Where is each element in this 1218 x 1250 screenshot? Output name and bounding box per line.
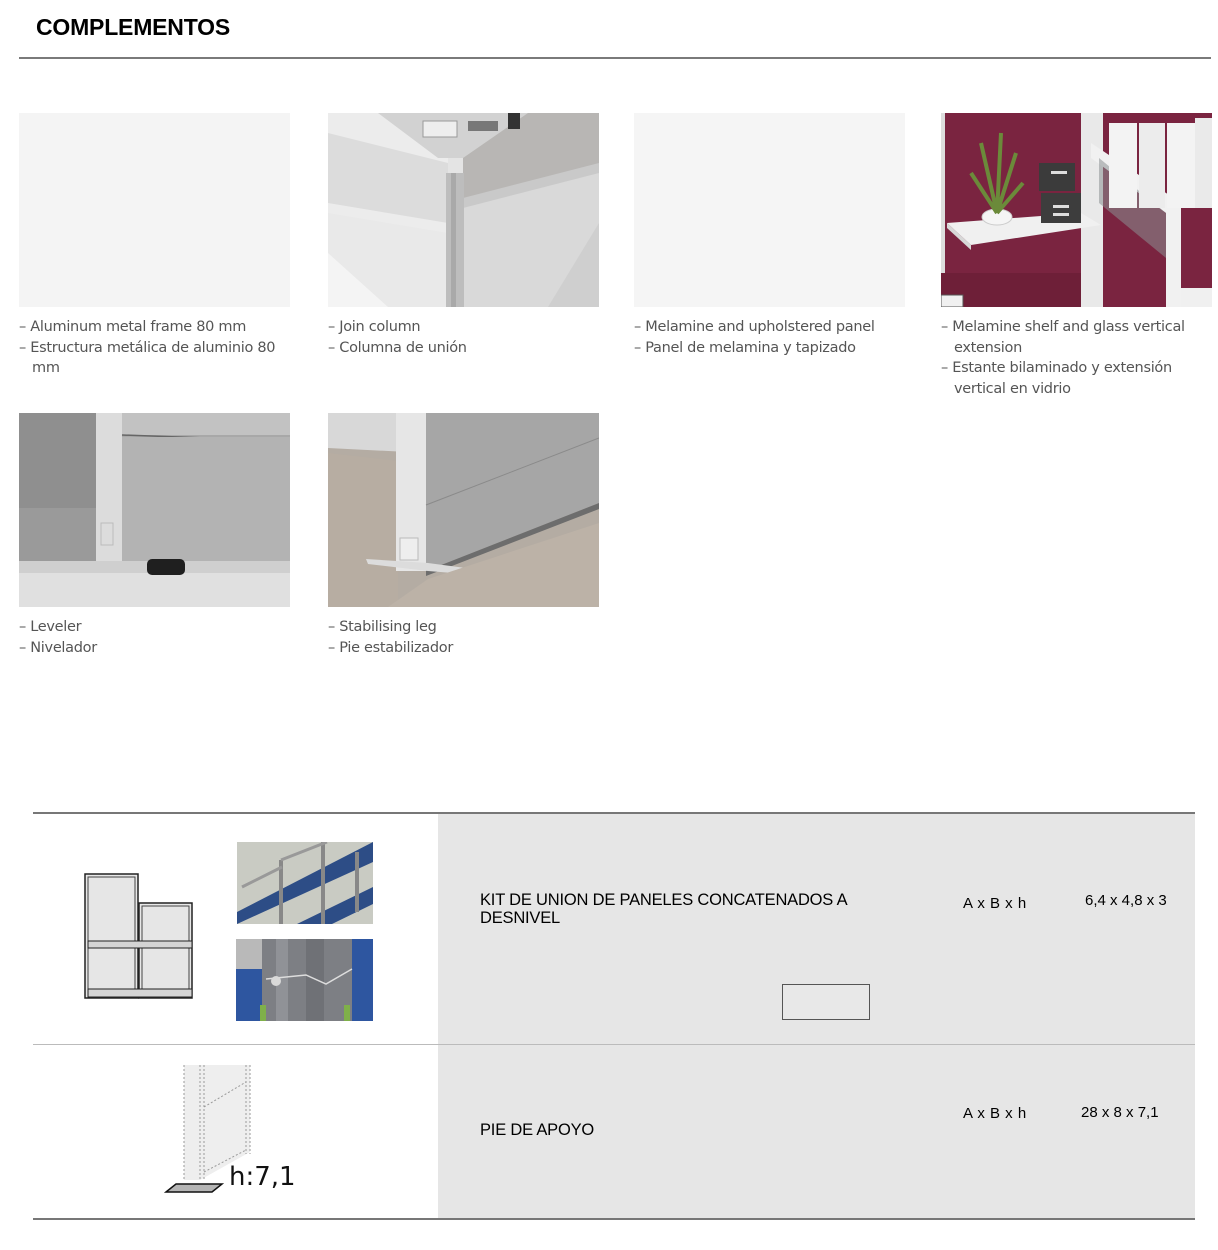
height-annotation: h:7,1 — [229, 1162, 296, 1192]
shelf-glass-extension-image — [941, 113, 1212, 307]
accessory-caption — [328, 317, 599, 358]
empty-placeholder-box — [782, 984, 870, 1020]
page-title: COMPLEMENTOS — [36, 14, 230, 40]
table-row-divider — [33, 1044, 1195, 1045]
caption-en: – Leveler — [19, 619, 82, 635]
caption-es: – Estructura metálica de aluminio 80 mm — [19, 339, 276, 376]
caption-es: – Nivelador — [19, 639, 97, 656]
caption-en: – Melamine shelf and glass vertical extension — [941, 319, 1185, 356]
row-2-dimension-label: A x B x h — [963, 1105, 1027, 1122]
melamine-panel-image — [634, 113, 905, 307]
leveler-image — [19, 413, 290, 607]
caption-es: – Columna de unión — [328, 339, 467, 356]
title-divider — [19, 57, 1211, 59]
table-bottom-rule — [33, 1218, 1195, 1220]
join-column-image — [328, 113, 599, 307]
caption-es: – Pie estabilizador — [328, 639, 454, 656]
row-2-product-name: PIE DE APOYO — [480, 1121, 595, 1139]
row-2-dimension-value: 28 x 8 x 7,1 — [1081, 1104, 1159, 1121]
panel-kit-drawing — [84, 873, 194, 1004]
stabilising-leg-image — [328, 413, 599, 607]
aluminum-frame-image — [19, 113, 290, 307]
accessory-caption — [941, 317, 1212, 399]
caption-en: – Melamine and upholstered panel — [634, 319, 875, 335]
kit-assembly-photo-top — [237, 842, 373, 924]
row-1-product-name: KIT DE UNION DE PANELES CONCATENADOS A DESNIVEL — [480, 891, 847, 927]
accessory-caption — [328, 617, 599, 658]
row-1-dimension-label: A x B x h — [963, 895, 1027, 912]
caption-en: – Aluminum metal frame 80 mm — [19, 319, 247, 335]
table-top-rule — [33, 812, 1195, 814]
row-1-dimension-value: 6,4 x 4,8 x 3 — [1085, 892, 1167, 909]
accessory-caption — [19, 617, 290, 658]
accessory-caption — [634, 317, 905, 358]
caption-es: – Estante bilaminado y extensión vertical en vidrio — [941, 360, 1172, 397]
caption-en: – Stabilising leg — [328, 619, 437, 635]
caption-es: – Panel de melamina y tapizado — [634, 339, 856, 356]
accessory-caption — [19, 317, 290, 379]
caption-en: – Join column — [328, 319, 421, 335]
kit-assembly-photo-bottom — [236, 939, 373, 1021]
